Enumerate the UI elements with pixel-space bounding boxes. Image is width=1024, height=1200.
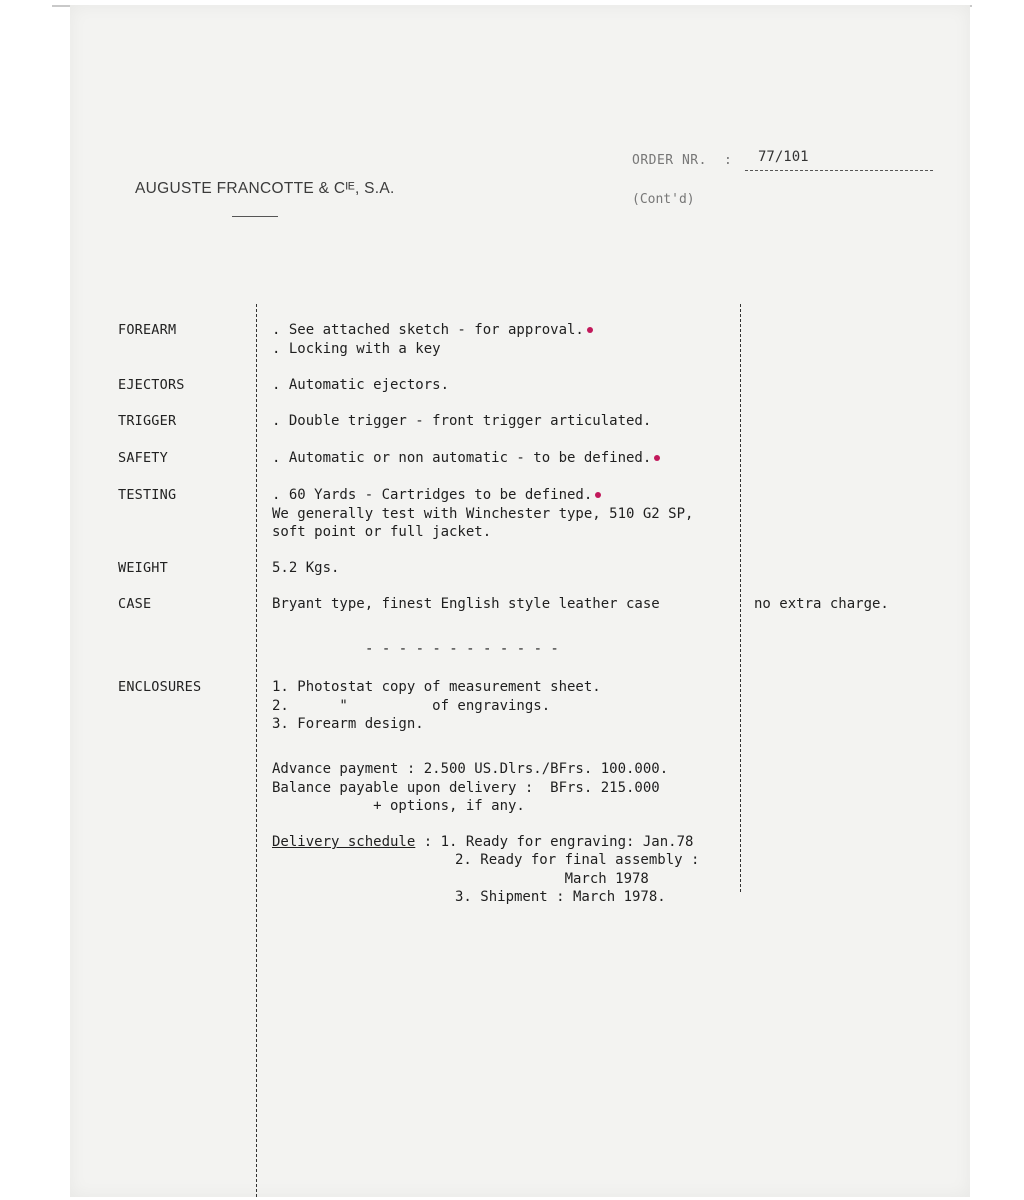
delivery-step-2: 2. Ready for final assembly : xyxy=(455,852,700,868)
order-number-rule xyxy=(745,170,933,171)
enclosure-item-2: 2. " of engravings. xyxy=(272,697,551,714)
forearm-line-1: . See attached sketch - for approval. xyxy=(272,322,584,338)
approval-mark-icon xyxy=(654,455,660,461)
delivery-schedule-colon: : xyxy=(415,834,441,850)
forearm-line-2: . Locking with a key xyxy=(272,340,441,357)
safety-text xyxy=(272,449,660,468)
order-number-value: 77/101 xyxy=(758,149,809,165)
delivery-step-3: 3. Shipment : March 1978. xyxy=(455,889,666,905)
continued-note: (Cont'd) xyxy=(632,192,695,207)
order-number-colon: : xyxy=(724,153,732,168)
company-underline xyxy=(232,216,278,217)
safety-line-1: . Automatic or non automatic - to be defined. xyxy=(272,450,652,466)
delivery-schedule-label: Delivery schedule xyxy=(272,834,416,850)
delivery-schedule xyxy=(272,833,693,852)
case-text: Bryant type, finest English style leather case xyxy=(272,596,660,612)
payment-options: + options, if any. xyxy=(272,798,525,814)
enclosures-label: ENCLOSURES xyxy=(118,679,202,695)
advance-payment: Advance payment : 2.500 US.Dlrs./BFrs. 100.000. xyxy=(272,761,669,777)
weight-label: WEIGHT xyxy=(118,560,168,576)
case-note: no extra charge. xyxy=(754,596,889,612)
right-column-rule xyxy=(740,304,741,892)
delivery-step-1: 1. Ready for engraving: Jan.78 xyxy=(440,834,694,850)
testing-line-1: . 60 Yards - Cartridges to be defined. xyxy=(272,487,593,503)
enclosures-text xyxy=(272,678,601,734)
approval-mark-icon xyxy=(587,327,593,333)
order-number-label: ORDER NR. xyxy=(632,153,707,168)
ejectors-label: EJECTORS xyxy=(118,377,185,393)
weight-text: 5.2 Kgs. xyxy=(272,560,340,576)
trigger-text: . Double trigger - front trigger articulated. xyxy=(272,413,652,429)
forearm-text xyxy=(272,321,593,358)
trigger-label: TRIGGER xyxy=(118,413,177,429)
case-label: CASE xyxy=(118,596,152,612)
delivery-steps xyxy=(455,851,699,907)
safety-label: SAFETY xyxy=(118,450,168,466)
testing-line-3: soft point or full jacket. xyxy=(272,524,492,540)
delivery-step-2-date: March 1978 xyxy=(455,870,649,887)
section-separator: - - - - - - - - - - - - xyxy=(365,641,559,657)
left-column-rule xyxy=(256,304,257,1197)
enclosure-item-1: 1. Photostat copy of measurement sheet. xyxy=(272,679,601,695)
ejectors-text: . Automatic ejectors. xyxy=(272,377,450,393)
company-name: AUGUSTE FRANCOTTE & Cᴵᴱ, S.A. xyxy=(135,180,395,197)
forearm-label: FOREARM xyxy=(118,322,177,338)
payment-terms xyxy=(272,760,668,816)
testing-label: TESTING xyxy=(118,487,177,503)
testing-text xyxy=(272,486,693,542)
testing-line-2: We generally test with Winchester type, 510 G2 SP, xyxy=(272,505,694,522)
balance-payment: Balance payable upon delivery : BFrs. 215.000 xyxy=(272,779,660,796)
enclosure-item-3: 3. Forearm design. xyxy=(272,716,424,732)
approval-mark-icon xyxy=(595,492,601,498)
